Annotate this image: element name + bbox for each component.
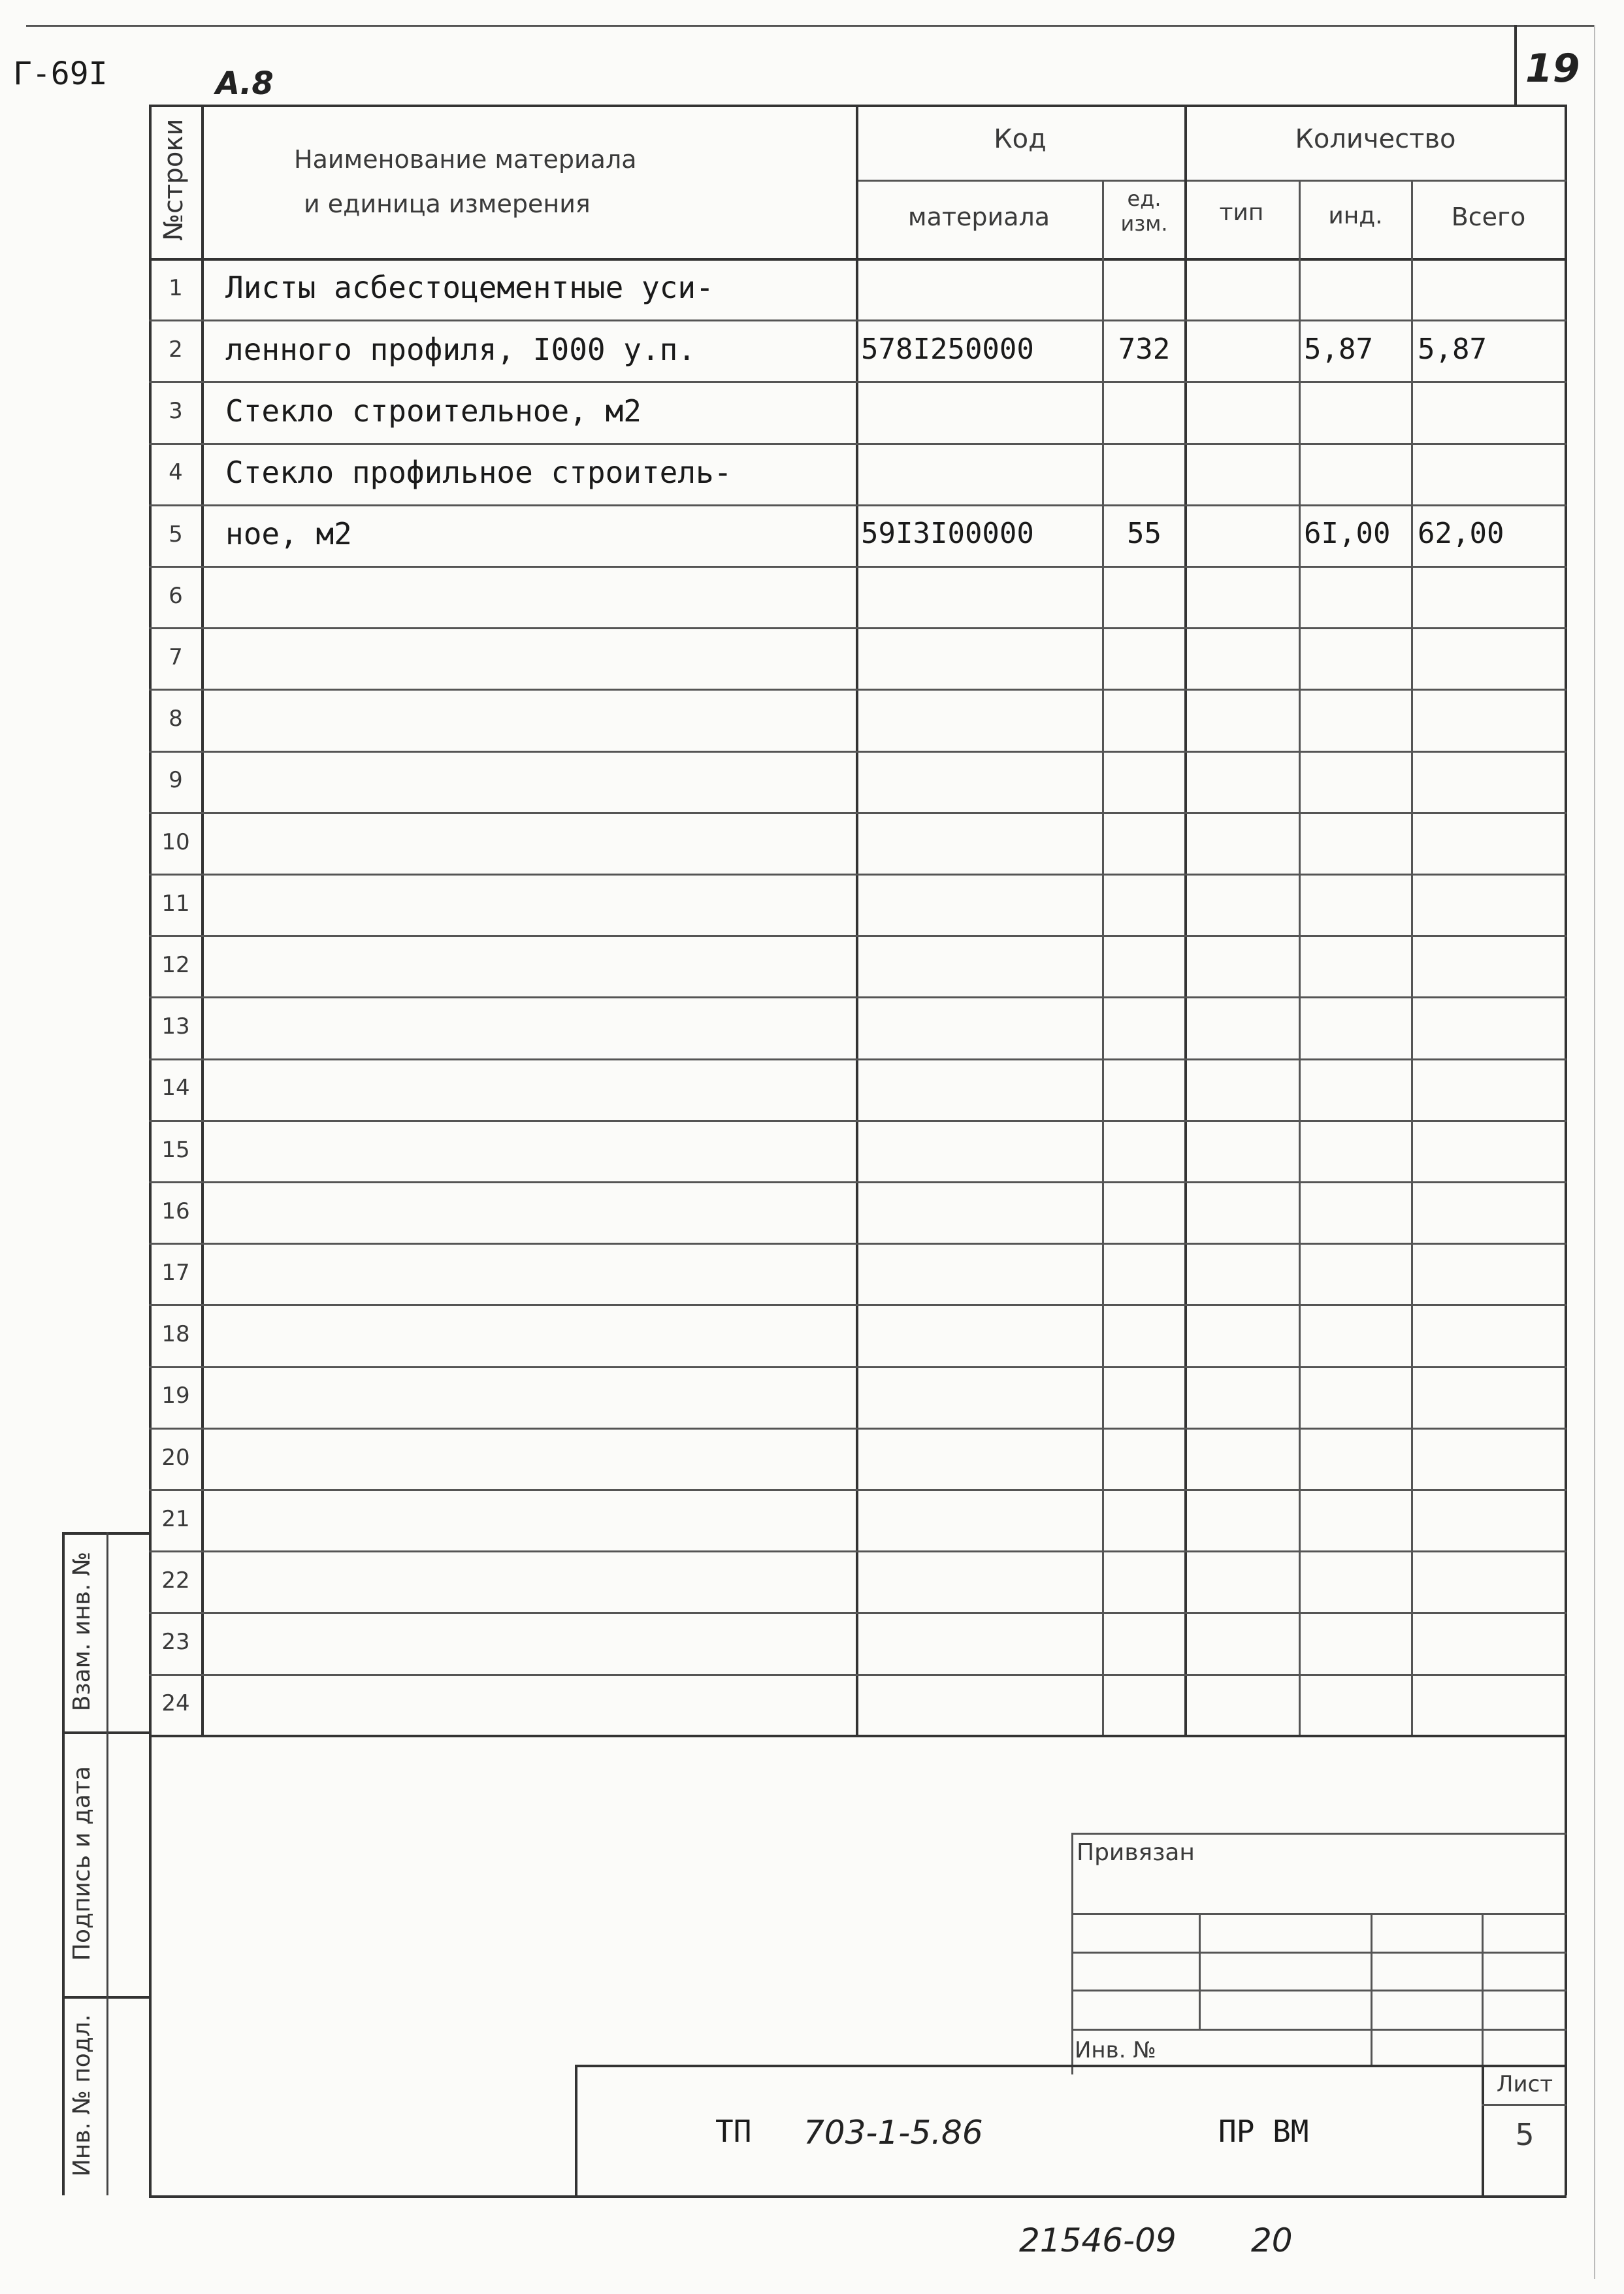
binding-col-1 [1199,1913,1201,2029]
bottom-handwritten-code: 21546-09 [1019,2221,1177,2259]
row-number: 7 [169,644,183,671]
row-number: 19 [161,1383,190,1409]
row-material-name: Стекло строительное, м2 [225,393,641,429]
row-unit-code: 732 [1118,332,1171,366]
row-number: 3 [169,398,183,425]
row-material-code: 578I250000 [861,332,1034,366]
header-name-line2: и единица измерения [304,189,591,218]
row-divider [149,689,1567,691]
binding-col-3 [1482,1913,1484,2065]
side-inv-podl: Инв. № подл. [69,2014,95,2177]
sheet-number: 5 [1515,2117,1535,2152]
row-number: 2 [169,336,183,363]
binding-line-1 [1071,1913,1567,1915]
row-number: 16 [161,1198,190,1224]
row-material-name: ное, м2 [225,516,352,552]
col-line-type [1299,180,1301,1735]
header-qty-type: тип [1219,199,1264,226]
row-material-name: Стекло профильное строитель- [225,454,732,490]
row-divider [149,812,1567,814]
top-border-line [26,25,1594,27]
row-number: 5 [169,521,183,548]
header-row-no: №строки [159,118,189,241]
title-block-sheet-line [1482,2104,1567,2106]
row-qty-total: 5,87 [1418,332,1487,366]
row-number: 14 [161,1075,190,1102]
row-divider [149,443,1567,445]
side-stamp-inner-line [106,1532,108,2195]
row-number: 22 [161,1567,190,1594]
header-code-material: материала [907,203,1050,231]
row-divider [149,566,1567,568]
row-number: 21 [161,1505,190,1532]
tp-number: 703-1-5.86 [804,2114,983,2152]
row-number: 18 [161,1321,190,1348]
table-bottom-border [149,1735,1567,1737]
row-number: 24 [161,1690,190,1717]
row-divider [149,1366,1567,1368]
sheet-number-divider [1514,25,1517,105]
row-divider [149,1120,1567,1122]
header-code-unit: ед. изм. [1120,186,1168,236]
binding-col-2 [1371,1913,1372,2065]
row-number: 13 [161,1013,190,1040]
side-podpis-data: Подпись и дата [69,1765,95,1961]
title-block-top-line [575,2065,1567,2067]
row-divider [149,627,1567,629]
row-divider [149,320,1567,321]
row-material-code: 59I3I00000 [861,517,1034,551]
row-number: 8 [169,706,183,732]
row-number: 20 [161,1444,190,1471]
row-number: 15 [161,1136,190,1163]
row-divider [149,751,1567,753]
title-block-left-line [575,2065,577,2195]
row-number: 10 [161,828,190,855]
binding-line-3 [1071,1990,1567,1991]
row-divider [149,1181,1567,1183]
form-code: А.8 [216,65,274,102]
col-line-ind [1411,180,1413,1735]
side-vzam-inv: Взам. инв. № [69,1551,95,1712]
header-quantity: Количество [1295,124,1456,154]
binding-inv-no: Инв. № [1075,2037,1156,2063]
row-number: 1 [169,274,183,301]
row-qty-total: 62,00 [1418,517,1504,551]
row-divider [149,1304,1567,1306]
row-divider [149,504,1567,506]
row-divider [149,1674,1567,1676]
row-number: 12 [161,952,190,979]
row-divider [149,1243,1567,1245]
row-divider [149,1489,1567,1491]
row-divider [149,1428,1567,1430]
row-material-name: ленного профиля, I000 у.п. [225,331,696,367]
header-code: Код [994,124,1047,154]
sheet-label: Лист [1496,2071,1553,2097]
header-qty-ind: инд. [1328,203,1383,229]
frame-right-border [1565,105,1567,2195]
binding-line-4 [1071,2029,1567,2031]
binding-left-line [1071,1833,1073,2074]
row-divider [149,935,1567,937]
row-number: 9 [169,767,183,794]
row-divider [149,996,1567,998]
row-divider [149,381,1567,383]
row-number: 17 [161,1260,190,1286]
row-divider [149,1550,1567,1552]
header-name-line1: Наименование материала [294,145,637,174]
col-line-code [1102,180,1104,1735]
row-qty-ind: 5,87 [1304,332,1373,366]
row-number: 6 [169,582,183,609]
row-material-name: Листы асбестоцементные уси- [225,270,714,306]
tp-prefix: ТП [715,2114,752,2149]
binding-privyazan: Привязан [1077,1839,1195,1866]
binding-top-line [1071,1833,1567,1835]
binding-line-2 [1071,1952,1567,1954]
row-divider [149,874,1567,876]
row-unit-code: 55 [1127,517,1161,551]
corner-code: Г-69I [13,56,108,92]
row-divider [149,1058,1567,1060]
row-number: 11 [161,890,190,917]
header-mid-line [856,180,1567,182]
row-number: 4 [169,459,183,486]
header-qty-total: Всего [1451,203,1526,231]
page-edge-line [1594,25,1595,2279]
row-divider [149,1612,1567,1614]
row-qty-ind: 6I,00 [1304,517,1391,551]
bottom-handwritten-number: 20 [1251,2221,1293,2259]
sheet-number-handwritten: 19 [1525,46,1580,91]
doc-code: ПР ВМ [1218,2114,1309,2149]
frame-bottom-border [149,2195,1567,2198]
row-number: 23 [161,1629,190,1656]
side-stamp-left-border [62,1532,65,2195]
